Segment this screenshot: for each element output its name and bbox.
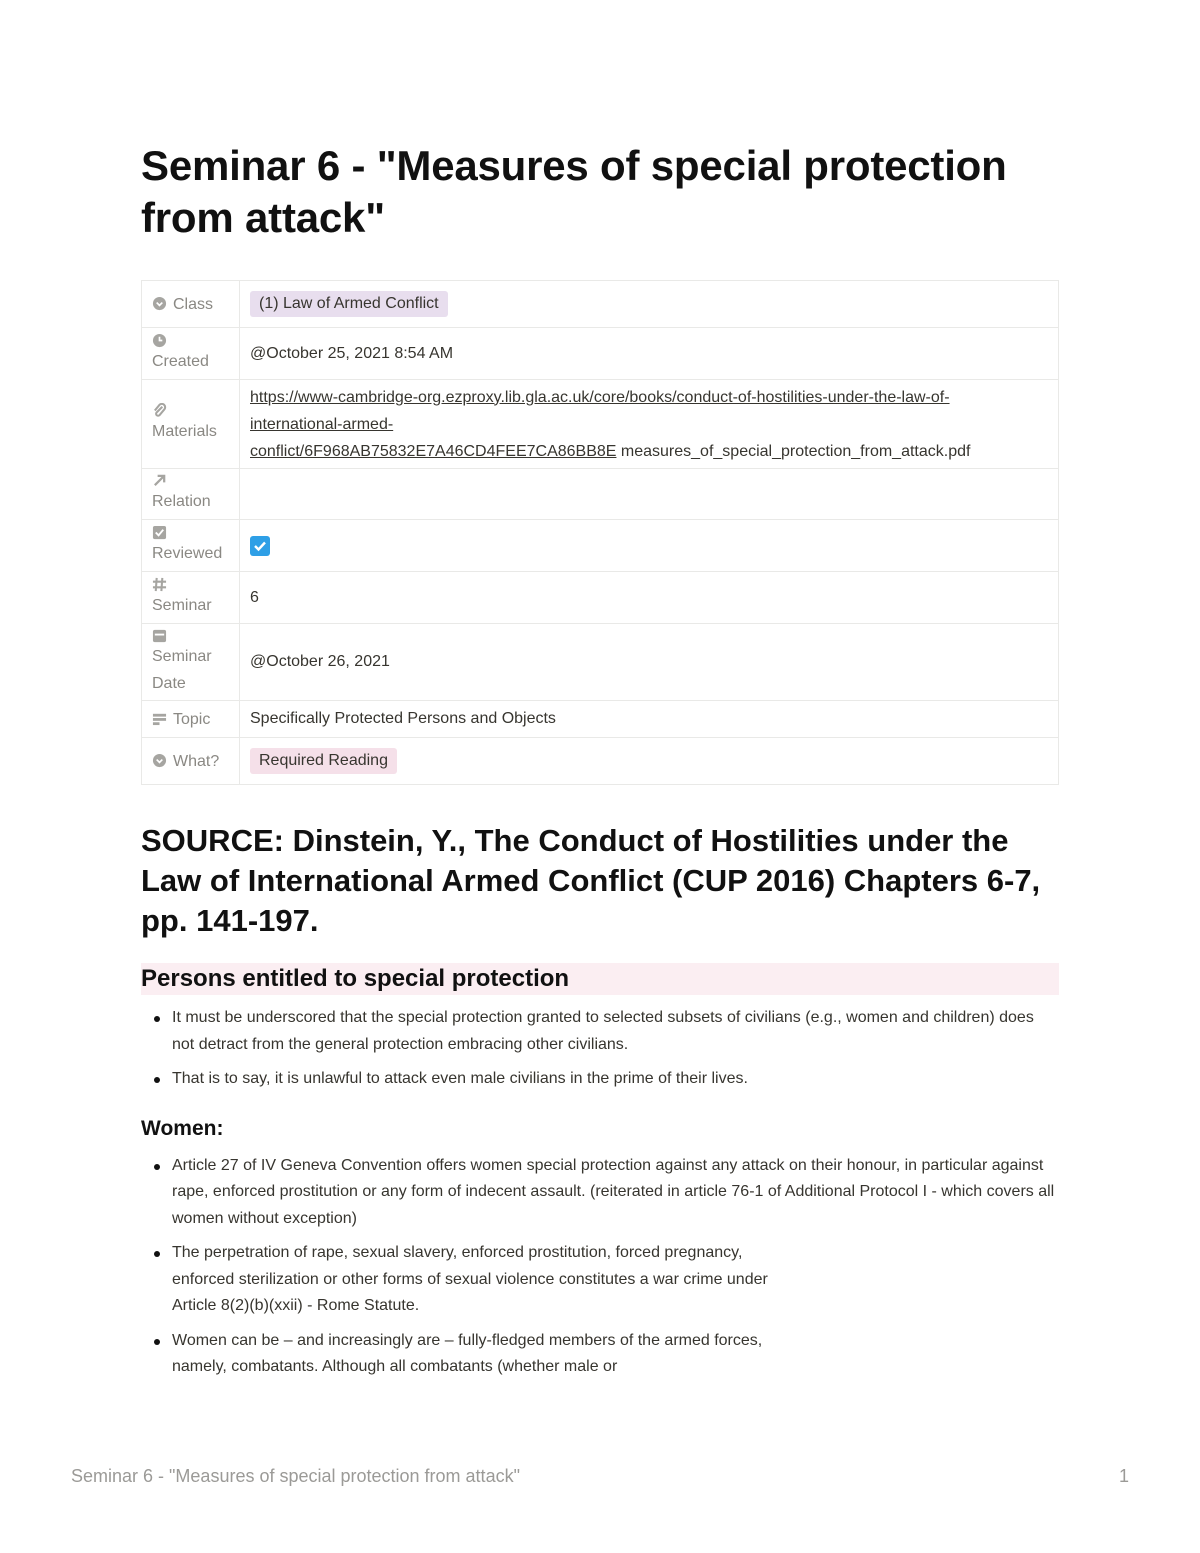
property-row-relation <box>142 469 1059 520</box>
text-lines-icon <box>152 711 167 726</box>
hash-icon <box>152 577 167 592</box>
property-value-reviewed <box>240 520 1059 572</box>
source-heading: SOURCE: Dinstein, Y., The Conduct of Hostilities under the Law of International Armed Conflict (CUP 2016) Chapters 6-7, pp. 141-197. <box>141 823 1041 938</box>
property-label-reviewed: Reviewed <box>142 520 240 572</box>
women-heading: Women: <box>141 1116 224 1140</box>
section-bullet-list <box>141 1005 1059 1093</box>
arrow-up-right-icon <box>152 473 167 488</box>
property-value-class[interactable] <box>240 281 1059 328</box>
property-label-what: What? <box>142 738 240 785</box>
property-value-what[interactable] <box>240 738 1059 785</box>
property-label-seminar: Seminar <box>142 572 240 624</box>
property-row-class <box>142 281 1059 328</box>
property-value-created: @October 25, 2021 8:54 AM <box>240 328 1059 380</box>
property-row-topic <box>142 701 1059 738</box>
property-label-materials: Materials <box>142 380 240 469</box>
property-value-seminar-date: @October 26, 2021 <box>240 624 1059 701</box>
property-value-topic[interactable]: Specifically Protected Persons and Objects <box>240 701 1059 738</box>
section-heading: Persons entitled to special protection <box>141 963 1059 995</box>
property-row-seminar <box>142 572 1059 624</box>
list-item-text: Women can be – and increasingly are – fully-fledged members of the armed forces, namely, combatants. Although all combatants (whether male or <box>172 1331 763 1375</box>
property-label-relation: Relation <box>142 469 240 520</box>
list-item-text: The perpetration of rape, sexual slavery, enforced prostitution, forced pregnancy, enforced sterilization or other forms of sexual violence constitutes a war crime under Article 8(2)(b)(xxii) - Rome Statute. <box>172 1244 768 1314</box>
list-item <box>172 1240 1059 1320</box>
materials-link[interactable]: https://www-cambridge-org.ezproxy.lib.gla.ac.uk/core/books/conduct-of-hostilities-under-the-law-of- international-armed- conflict/6F968AB75832E7A46CD4FEE7CA86BB8E <box>250 388 950 460</box>
list-item: That is to say, it is unlawful to attack even male civilians in the prime of their lives. <box>172 1066 1059 1093</box>
women-bullet-list <box>141 1153 1059 1381</box>
property-label-seminar-date: Seminar Date <box>142 624 240 701</box>
list-item <box>172 1328 1059 1381</box>
property-label-topic: Topic <box>142 701 240 738</box>
property-row-what <box>142 738 1059 785</box>
select-circle-icon <box>152 296 167 311</box>
footer-title: Seminar 6 - "Measures of special protection from attack" <box>71 1466 520 1486</box>
property-label-created: Created <box>142 328 240 380</box>
property-value-materials <box>240 380 1059 469</box>
page-title: Seminar 6 - "Measures of special protection from attack" <box>141 142 1007 241</box>
list-item: Article 27 of IV Geneva Convention offers women special protection against any attack on their honour, in particular against rape, enforced prostitution or any form of indecent assault. (reiterated in article 76-1 of Additional Protocol I - which covers all women without exception) <box>172 1153 1059 1233</box>
properties-table <box>141 280 1059 785</box>
reviewed-checkbox[interactable] <box>250 536 270 556</box>
materials-file[interactable]: measures_of_special_protection_from_attack.pdf <box>620 442 971 460</box>
property-row-materials <box>142 380 1059 469</box>
list-item: It must be underscored that the special protection granted to selected subsets of civilians (e.g., women and children) does not detract from the general protection embracing other civilians. <box>172 1005 1059 1058</box>
property-value-relation[interactable] <box>240 469 1059 520</box>
property-label-class: Class <box>142 281 240 328</box>
checkbox-icon <box>152 525 167 540</box>
calendar-icon <box>152 628 167 643</box>
select-circle-icon <box>152 753 167 768</box>
property-row-reviewed <box>142 520 1059 572</box>
clock-icon <box>152 333 167 348</box>
page-number: 1 <box>1119 1466 1130 1486</box>
property-row-created <box>142 328 1059 380</box>
property-row-seminar-date <box>142 624 1059 701</box>
class-tag[interactable]: (1) Law of Armed Conflict <box>250 291 448 317</box>
what-tag[interactable]: Required Reading <box>250 748 397 774</box>
document-page <box>141 140 1059 1389</box>
paperclip-icon <box>152 403 167 418</box>
property-value-seminar[interactable]: 6 <box>240 572 1059 624</box>
